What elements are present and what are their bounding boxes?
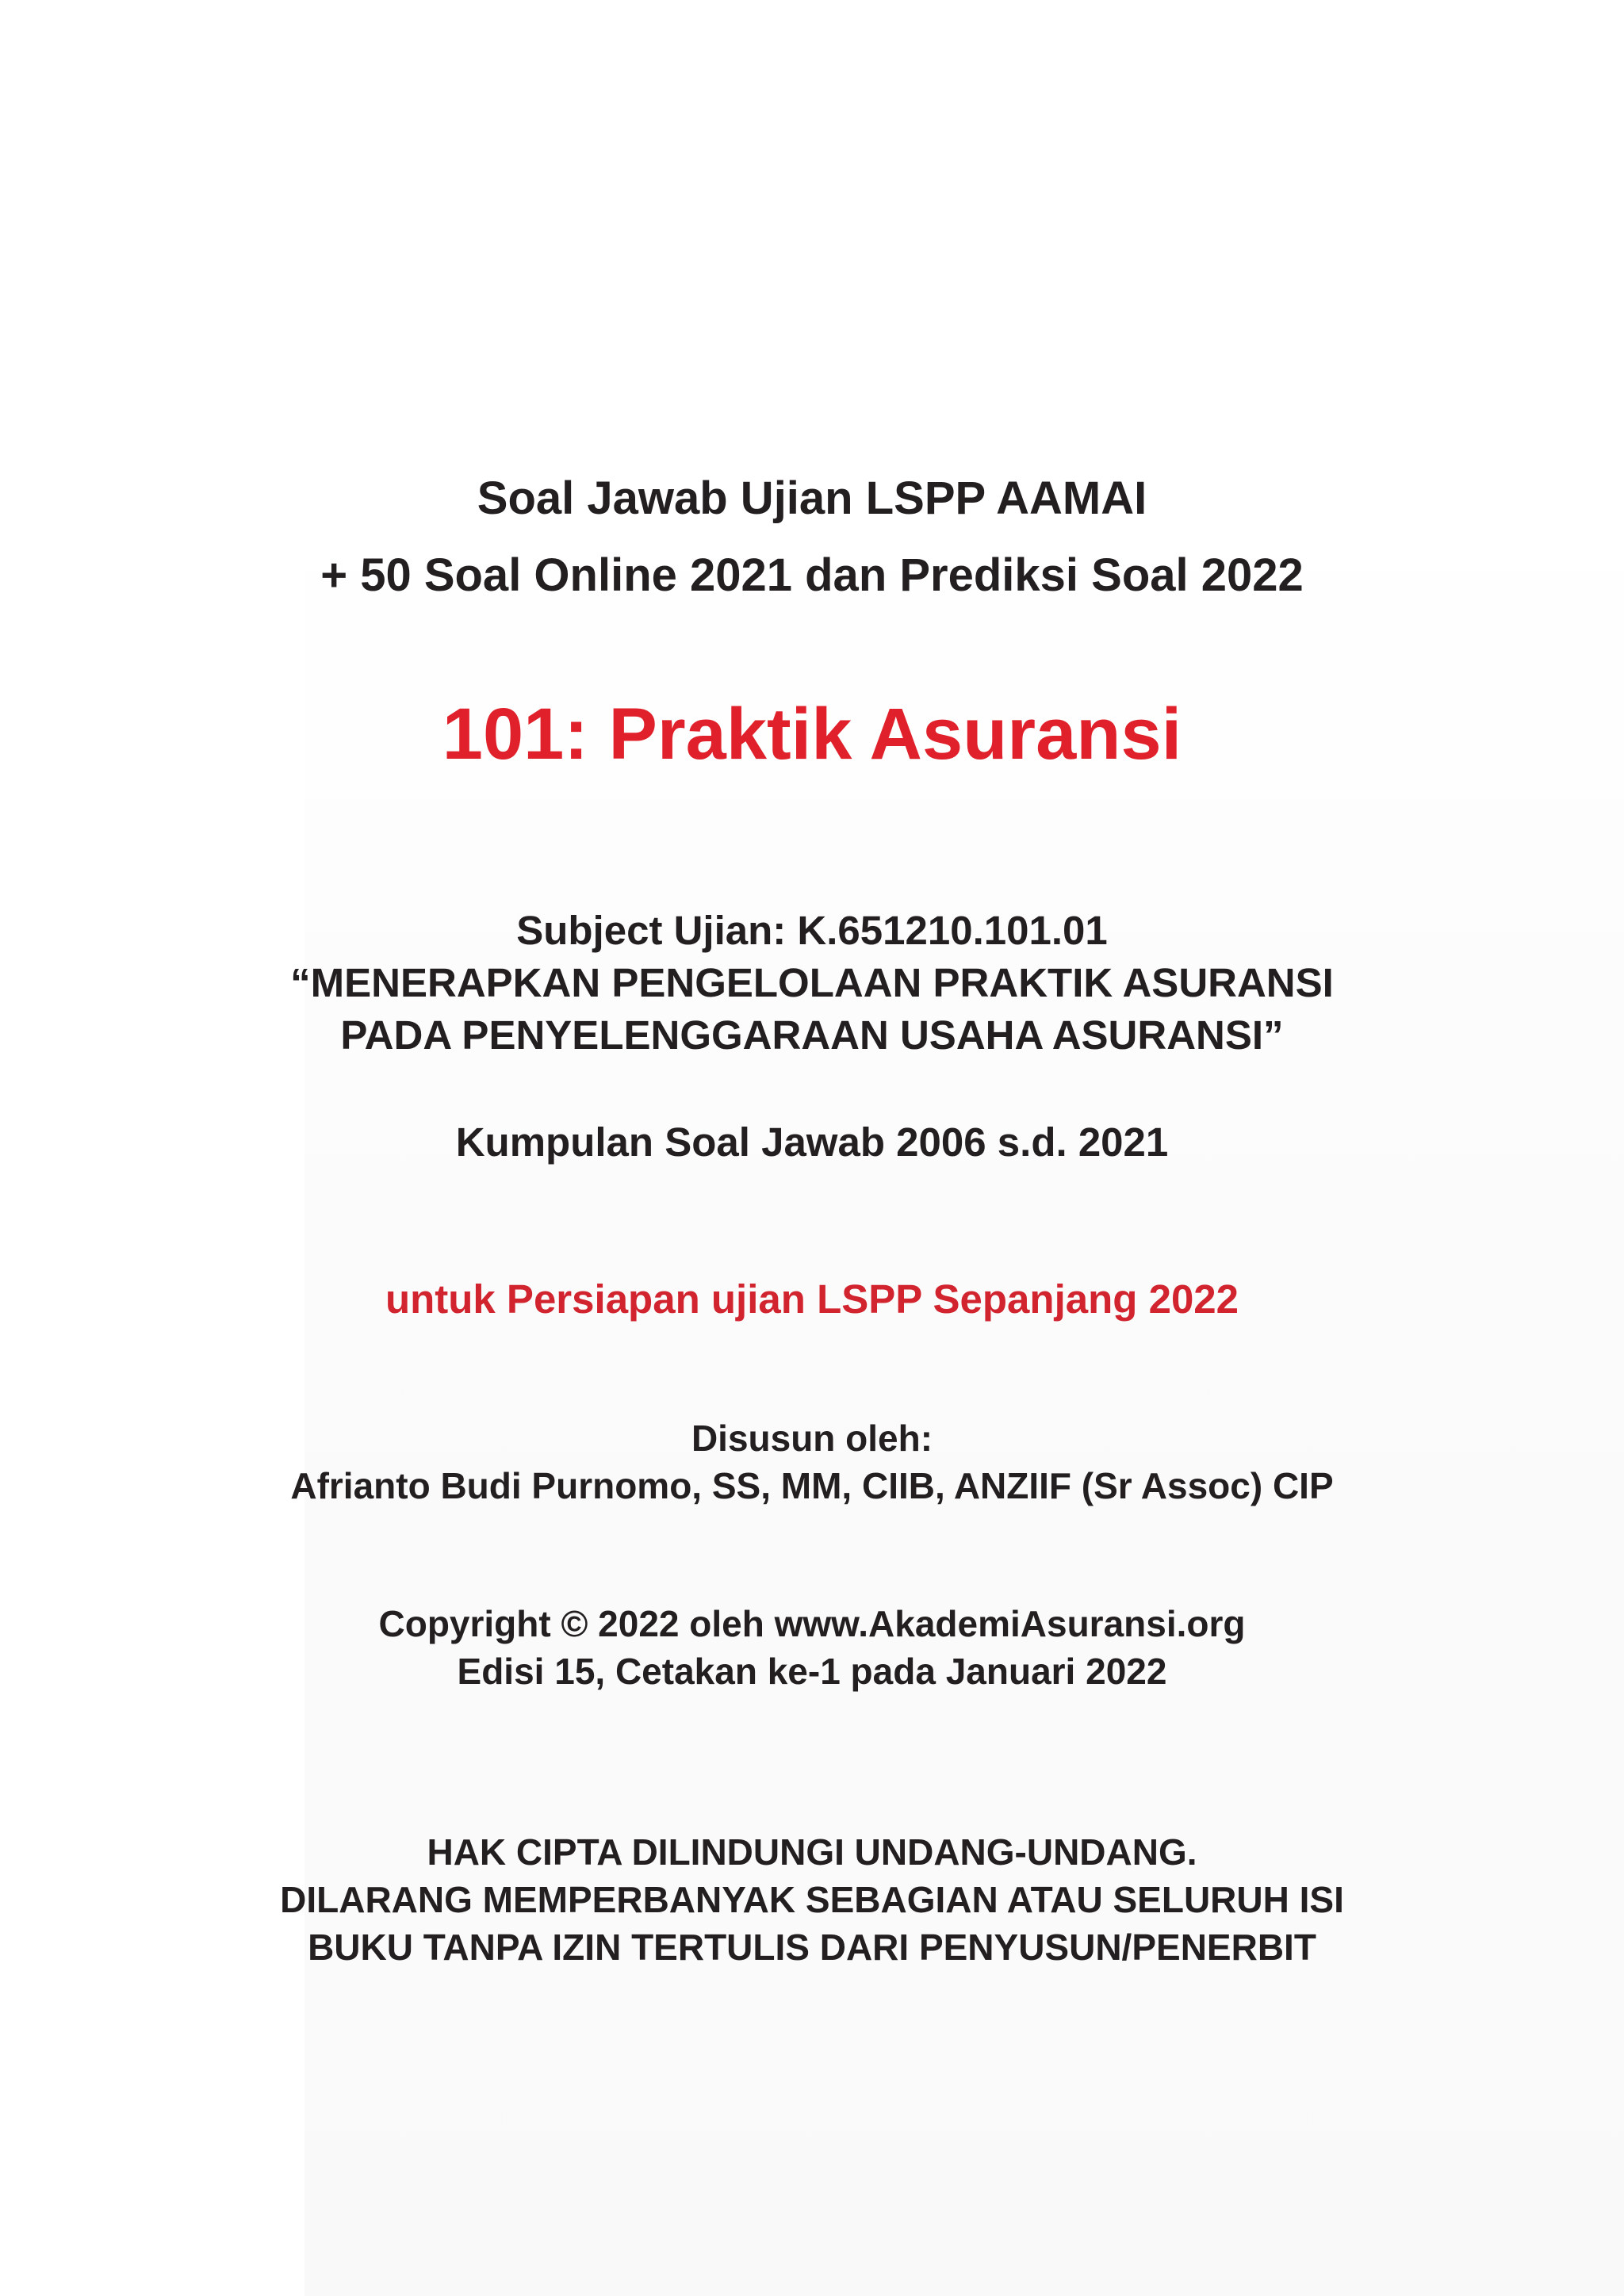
author-label: Disusun oleh: <box>691 1418 933 1459</box>
rights-line-2: DILARANG MEMPERBANYAK SEBAGIAN ATAU SELURUH ISI <box>280 1879 1344 1920</box>
author-name: Afrianto Budi Purnomo, SS, MM, CIIB, ANZIIF (Sr Assoc) CIP <box>290 1465 1334 1506</box>
edition-line: Edisi 15, Cetakan ke-1 pada Januari 2022 <box>457 1651 1167 1692</box>
rights-line-1: HAK CIPTA DILINDUNGI UNDANG-UNDANG. <box>427 1831 1197 1873</box>
subject-name-line-1: “MENERAPKAN PENGELOLAAN PRAKTIK ASURANSI <box>290 960 1334 1005</box>
header-line-1: Soal Jawab Ujian LSPP AAMAI <box>477 473 1147 524</box>
subject-code: Subject Ujian: K.651210.101.01 <box>516 908 1108 953</box>
subject-name-line-2: PADA PENYELENGGARAAN USAHA ASURANSI” <box>340 1012 1284 1058</box>
book-title: 101: Praktik Asuransi <box>442 694 1182 775</box>
header-line-2: + 50 Soal Online 2021 dan Prediksi Soal 2022 <box>320 549 1304 601</box>
copyright-line: Copyright © 2022 oleh www.AkademiAsuransi.org <box>378 1603 1246 1644</box>
rights-line-3: BUKU TANPA IZIN TERTULIS DARI PENYUSUN/PENERBIT <box>308 1927 1316 1968</box>
purpose-note: untuk Persiapan ujian LSPP Sepanjang 2022 <box>385 1276 1239 1322</box>
collection-note: Kumpulan Soal Jawab 2006 s.d. 2021 <box>455 1119 1169 1165</box>
